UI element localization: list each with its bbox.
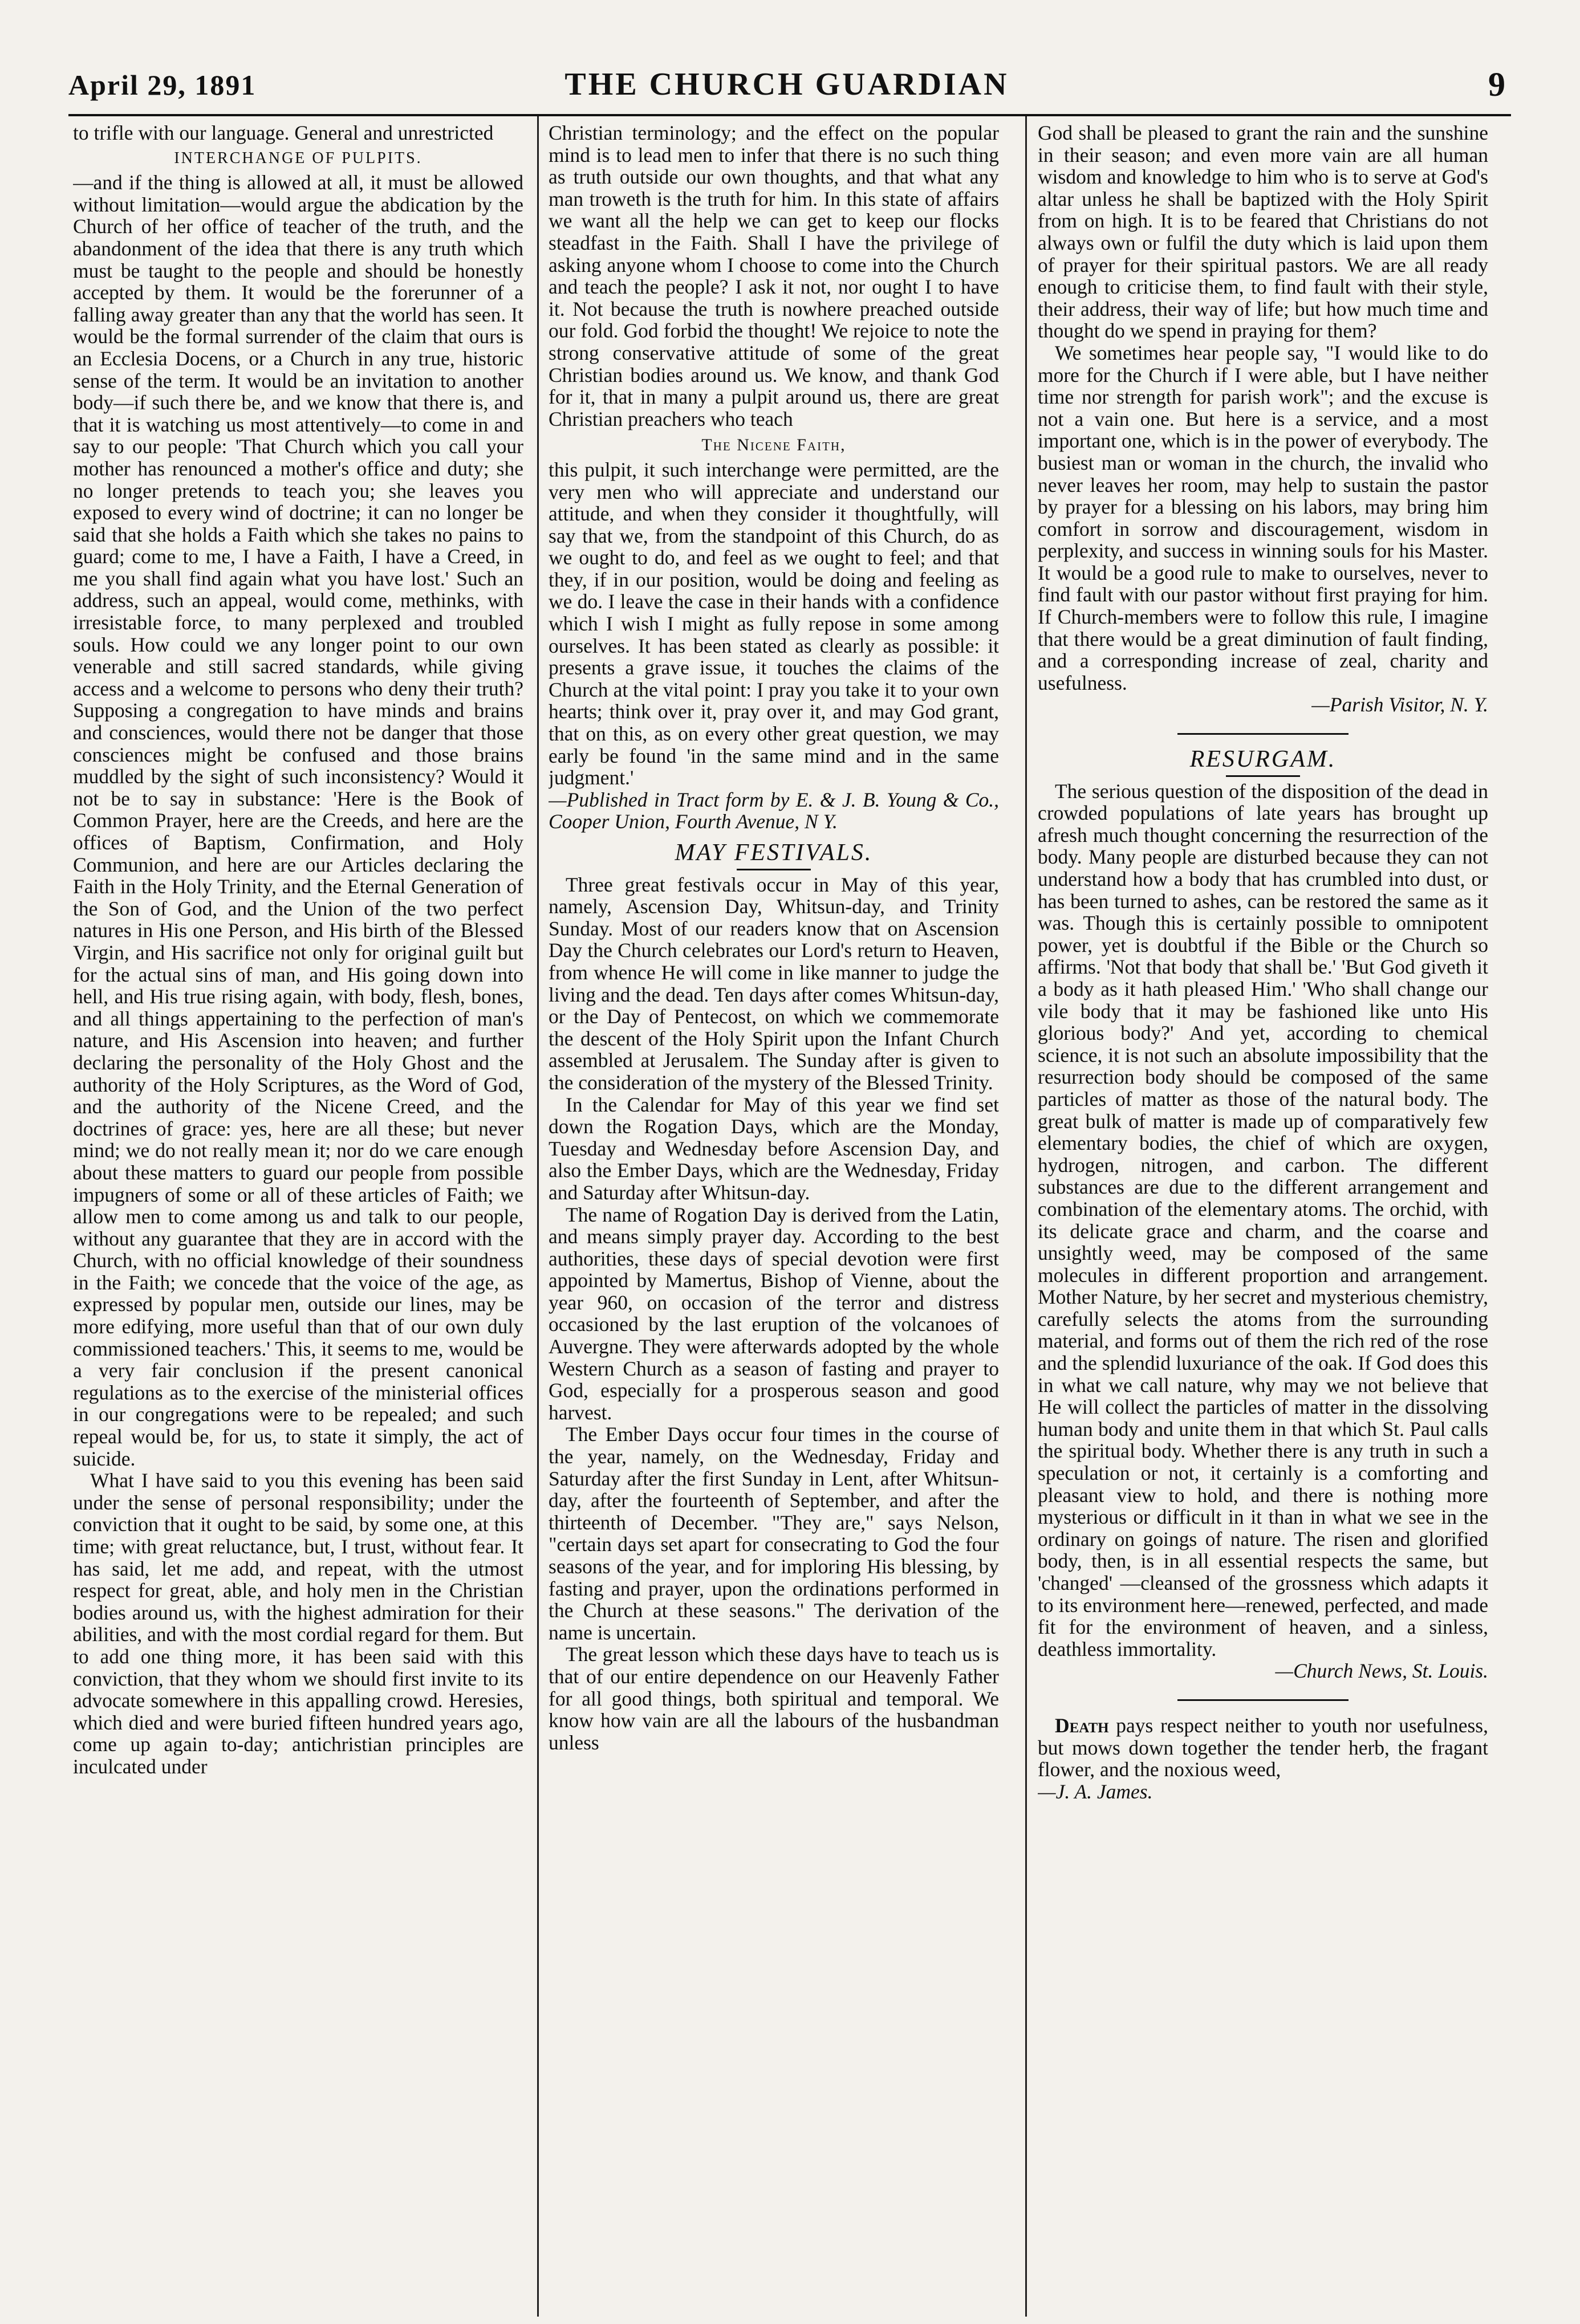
- article-credit: —Parish Visitor, N. Y.: [1311, 693, 1488, 717]
- title-rule: [737, 869, 811, 870]
- section-rule: [1177, 733, 1349, 735]
- article-paragraph: Three great festivals occur in May of this year, namely, Ascension Day, Whitsun-day, and Trinity Sunday. Most of our readers know that on Ascension Day the Church celebrates our Lord's return to Heaven, from whence He will come in like manner to judge the living and the dead. Ten days after comes Whitsun-day, or the Day of Pentecost, on which we commemorate the descent of the Holy Spirit upon the Infant Church assembled at Jerusalem. The Sunday after is given to the consideration of the mystery of the Blessed Trinity.: [549, 873, 999, 1094]
- section-rule: [1177, 1699, 1349, 1701]
- column-3: [1038, 122, 1488, 2288]
- article-paragraph: God shall be pleased to grant the rain and the sunshine in their season; and even more vain are all human wisdom and knowledge to him who is to serve at God's altar unless he shall be baptized with the Holy Spirit from on high. It is to be feared that Christians do not always own or fulfil the duty which is laid upon them of prayer for their spiritual pastors. We are all ready enough to criticise them, to find fault with their style, their address, their way of life; but how much time and thought do we spend in praying for them?: [1038, 122, 1488, 343]
- article-paragraph: this pulpit, it such interchange were permitted, are the very men who will appreciate and understand our attitude, and when they consider it thoughtfully, will say that we, from the standpoint of this Church, do as we ought to do, and feel as we ought to feel; and that they, if in our position, would be doing and feeling as we do. I leave the case in their hands with a confidence which I wish I might as fully repose in some among ourselves. It has been stated as clearly as possible: it presents a grave issue, it touches the claims of the Church at the vital point: I pray you take it to your own hearts; think over it, pray over it, and may God grant, that on this, as on every other great question, we may early be found 'in the same mind and in the same judgment.': [549, 458, 999, 789]
- article-paragraph: to trifle with our language. General and unrestricted: [73, 122, 494, 144]
- article-paragraph: [1038, 1715, 1488, 1781]
- column-1: [73, 122, 523, 2288]
- header-rule: [68, 114, 1511, 116]
- section-title-resurgam: RESURGAM.: [1189, 746, 1337, 773]
- article-paragraph: The great lesson which these days have to teach us is that of our entire dependence on our Heavenly Father for all good things, both spiritual and temporal. We know how vain are all the labours of the husbandman unless: [549, 1643, 999, 1754]
- lead-word: Death: [1055, 1714, 1109, 1737]
- article-paragraph: Christian terminology; and the effect on the popular mind is to lead men to infer that there is no such thing as truth outside our own thoughts, and that what any man troweth is the truth for him. In this state of affairs we want all the help we can get to keep our flocks steadfast in the Faith. Shall I have the privilege of asking anyone whom I choose to come into the Church and teach the people? I ask it not, nor ought I to have it. Not because the truth is nowhere preached outside our fold. God forbid the thought! We rejoice to note the strong conservative attitude of some of the great Christian bodies around us. We know, and thank God for it, that in many a pulpit around us, there are great Christian preachers who teach: [549, 122, 999, 430]
- article-credit: —Published in Tract form by E. & J. B. Young & Co., Cooper Union, Fourth Avenue, N Y.: [549, 788, 999, 833]
- page-number: 9: [1488, 66, 1505, 103]
- column-divider: [537, 116, 539, 2317]
- article-credit: —J. A. James.: [1038, 1780, 1153, 1803]
- article-subhead: INTERCHANGE OF PULPITS.: [174, 149, 423, 167]
- article-paragraph: What I have said to you this evening has been said under the sense of personal responsibility; under the conviction that it ought to be said, by some one, at this time; with great reluctance, but, I trust, without fear. It has said, let me add, and repeat, with the utmost respect for great, able, and holy men in the Christian bodies around us, with the highest admiration for their abilities, and with the most cordial regard for them. But to add one thing more, it has been said with this conviction, that they whom we should first invite to its advocate somewhere in this appalling crowd. Heresies, which died and were buried fifteen hundred years ago, come up again to-day; antichristian principles are inculcated under: [73, 1469, 523, 1778]
- article-paragraph: The name of Rogation Day is derived from the Latin, and means simply prayer day. According to the best authorities, these days of special devotion were first appointed by Mamertus, Bishop of Vienne, about the year 960, on occasion of the terror and distress occasioned by the last eruption of the volcanoes of Auvergne. They were afterwards adopted by the whole Western Church as a season of fasting and prayer to God, especially for a prosperous season and good harvest.: [549, 1203, 999, 1424]
- article-paragraph: In the Calendar for May of this year we find set down the Rogation Days, which are the Monday, Tuesday and Wednesday before Ascension Day, and also the Ember Days, which are the Wednesday, Friday and Saturday after Whitsun-day.: [549, 1093, 999, 1204]
- article-paragraph: The Ember Days occur four times in the course of the year, namely, on the Wednesday, Friday and Saturday after the first Sunday in Lent, after Whitsun-day, after the fourteenth of September, and after the thirteenth of December. "They are," says Nelson, "certain days set apart for consecrating to God the four seasons of the year, and for imploring His blessing, by fasting and prayer, upon the ordinations performed in the Church at these seasons." The derivation of the name is uncertain.: [549, 1423, 999, 1644]
- section-title-may-festivals: MAY FESTIVALS.: [675, 840, 873, 866]
- issue-date: April 29, 1891: [68, 69, 257, 101]
- masthead-title: THE CHURCH GUARDIAN: [564, 67, 1009, 102]
- title-rule: [1226, 775, 1300, 777]
- article-paragraph: —and if the thing is allowed at all, it must be allowed without limitation—would argue the abdication by the Church of her office of teacher of the truth, and the abandonment of the idea that there is any truth which must be taught to the people and should be honestly accepted by them. It would be the forerunner of a falling away greater than any that the world has seen. It would be the formal surrender of the claim that ours is an Ecclesia Docens, or a Church in any true, historic sense of the term. It would be an invitation to another body—if such there be, and we know that there is, and that it is watching us most attentively—to come in and say to our people: 'That Church which you call your mother has renounced a mother's office and duty; she no longer pretends to teach you; she leaves you exposed to every wind of doctrine; it can no longer be said that she holds a Faith which she takes no pains to guard; come to me, I have a Faith, I have a Creed, in me you shall find again what you have lost.' Such an address, such an appeal, would come, methinks, with irresistable force, to many perplexed and troubled souls. How could we any longer point to our own venerable and still sacred standards, while giving access and a welcome to persons who deny their truth? Supposing a congregation to have minds and brains and consciences, would there not be danger that those consciences might be confused and those brains muddled by the sight of such inconsistency? Would it not be to say in substance: 'Here is the Book of Common Prayer, here are the Creeds, and here are the offices of Baptism, Confirmation, and Holy Communion, and here are our Articles declaring the Faith in the Holy Trinity, and the Eternal Generation of the Son of God, and the Union of the two perfect natures in His one Person, and His birth of the Blessed Virgin, and His sacrifice not only for original guilt but for the actual sins of man, and His going down into hell, and His true rising again, with body, flesh, bones, and all things appertaining to the perfection of man's nature, and His Ascension into heaven; and further declaring the personality of the Holy Ghost and the authority of the Holy Scriptures, as the Word of God, and the authority of the Nicene Creed, and the doctrines of grace: yes, here are all these; but never mind; we do not really mean it; nor do we care enough about these matters to guard our people from possible impugners of some or all of these articles of Faith; we allow men to come among us and talk to our people, without any guarantee that they are in accord with the Church, with no official knowledge of their soundness in the Faith; we concede that the voice of the age, as expressed by popular men, outside our lines, may be more edifying, more useful than that of our own duly commissioned teachers.' This, it seems to me, would be a very fair conclusion if the present canonical regulations as to the exercise of the ministerial offices in our congregations were to be repealed; and such repeal would be, for us, to state it simply, the act of suicide.: [73, 171, 523, 1470]
- article-credit: —Church News, St. Louis.: [1275, 1659, 1488, 1683]
- column-divider: [1025, 116, 1027, 2317]
- column-2: [549, 122, 999, 2288]
- article-paragraph: The serious question of the disposition of the dead in crowded populations of late years has brought up afresh much thought concerning the resurrection of the body. Many people are disturbed because they can not understand how a body that has crumbled into dust, or has been turned to ashes, can be restored the same as it was. Though this is certainly possible to omnipotent power, yet is doubtful if the Bible or the Church so affirms. 'Not that body that shall be.' 'But God giveth it a body as it hath pleased Him.' 'Who shall change our vile body that it may be fashioned like unto His glorious body?' And yet, according to chemical science, it is not such an absolute impossibility that the resurrection body should be composed of the same particles of matter as those of the natural body. The great bulk of matter is made up of comparatively few elementary bodies, the chief of which are oxygen, hydrogen, nitrogen, and carbon. The different substances are due to the different arrangement and combination of the elementary atoms. The orchid, with its delicate grace and charm, and the coarse and unsightly weed, may be composed of the same molecules in different proportion and arrangement. Mother Nature, by her secret and mysterious chemistry, carefully selects the atoms from the surrounding material, and forms out of them the rich red of the rose and the splendid luxuriance of the oak. If God does this in what we call nature, why may we not believe that He will collect the particles of matter in the dissolving human body and unite them in that which St. Paul calls the spiritual body. Whether there is any truth in such a speculation or not, it certainly is a comforting and pleasant view to hold, and there is nothing more mysterious or difficult in it than in what we see in the ordinary on goings of nature. The risen and glorified body, then, is in all essential respects the same, but 'changed' —cleansed of the grossness which adapts it to its environment here—renewed, perfected, and made fit for the environment of heaven, and a sinless, deathless immortality.: [1038, 779, 1488, 1660]
- article-paragraph: We sometimes hear people say, "I would like to do more for the Church if I were able, but I have neither time nor strength for parish work"; and the excuse is not a vain one. But here is a service, and a most important one, which is in the power of everybody. The busiest man or woman in the church, the invalid who never leaves her room, may help to sustain the pastor by prayer for a blessing on his labors, may bring him comfort in sorrow and discouragement, wisdom in perplexity, and success in winning souls for his Master. It would be a good rule to make to ourselves, never to find fault with our pastor without first praying for him. If Church-members were to follow this rule, I imagine that there would be a great diminution of fault finding, and a corresponding increase of zeal, charity and usefulness.: [1038, 341, 1488, 694]
- article-subhead: The Nicene Faith,: [701, 436, 846, 455]
- paragraph-text: pays respect neither to youth nor usefulness, but mows down together the tender herb, the fragant flower, and the noxious weed,: [1038, 1714, 1488, 1781]
- page-header: [68, 63, 1505, 108]
